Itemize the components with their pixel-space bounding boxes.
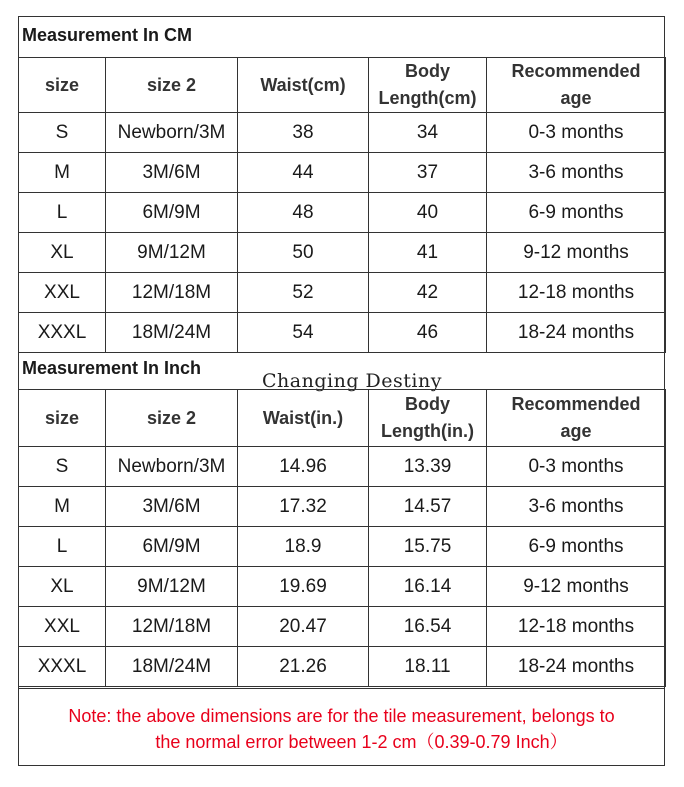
table-cell: M: [19, 153, 106, 193]
table-cell: 0-3 months: [487, 447, 666, 487]
column-header-line: age: [560, 421, 592, 441]
table-cell: 3-6 months: [487, 487, 666, 527]
inch-size-table: [18, 389, 666, 687]
table-cell: 50: [238, 233, 369, 273]
table-cell: 18.9: [238, 527, 369, 567]
table-cell: 34: [369, 113, 487, 153]
table-cell: 6M/9M: [106, 527, 238, 567]
table-cell: 18-24 months: [487, 313, 666, 353]
table-row: [19, 233, 666, 273]
table-cell: XL: [19, 567, 106, 607]
column-header: [369, 390, 487, 447]
table-cell: 44: [238, 153, 369, 193]
column-header-line: size: [44, 407, 80, 428]
table-cell: M: [19, 487, 106, 527]
table-cell: 48: [238, 193, 369, 233]
table-row: [19, 487, 666, 527]
table-cell: S: [19, 113, 106, 153]
table-cell: 21.26: [238, 647, 369, 687]
table-cell: Newborn/3M: [106, 113, 238, 153]
table-cell: 3-6 months: [487, 153, 666, 193]
column-header-line: Waist(cm): [260, 74, 346, 95]
table-cell: 18-24 months: [487, 647, 666, 687]
table-cell: 41: [369, 233, 487, 273]
table-row: [19, 647, 666, 687]
column-header-line: age: [560, 88, 592, 108]
table-cell: 12M/18M: [106, 273, 238, 313]
inch-section-title: Measurement In Inch: [22, 358, 202, 378]
cm-size-table: [18, 57, 666, 353]
table-cell: 52: [238, 273, 369, 313]
column-header-line: Length(in.): [381, 421, 474, 441]
column-header-line: Body: [405, 394, 450, 414]
column-header-line: Waist(in.): [262, 407, 344, 428]
table-cell: XXXL: [19, 647, 106, 687]
table-cell: 15.75: [369, 527, 487, 567]
note-line-2: the normal error between 1-2 cm（0.39-0.79 Inch）: [155, 732, 568, 752]
table-row: [19, 193, 666, 233]
table-cell: 38: [238, 113, 369, 153]
table-cell: 13.39: [369, 447, 487, 487]
inch-header-row: [19, 390, 666, 447]
table-cell: 12-18 months: [487, 273, 666, 313]
table-row: [19, 567, 666, 607]
column-header-line: Recommended: [511, 394, 641, 414]
column-header: [369, 58, 487, 113]
table-cell: 6M/9M: [106, 193, 238, 233]
table-cell: 9M/12M: [106, 233, 238, 273]
table-row: [19, 273, 666, 313]
table-row: [19, 153, 666, 193]
table-cell: 9-12 months: [487, 233, 666, 273]
column-header: [487, 390, 666, 447]
column-header-line: Body: [405, 61, 450, 81]
table-cell: 0-3 months: [487, 113, 666, 153]
table-cell: 6-9 months: [487, 527, 666, 567]
table-cell: L: [19, 193, 106, 233]
table-row: [19, 527, 666, 567]
table-cell: 12M/18M: [106, 607, 238, 647]
table-cell: XXL: [19, 607, 106, 647]
table-cell: 14.57: [369, 487, 487, 527]
table-row: [19, 113, 666, 153]
watermark-text: Changing Destiny: [262, 370, 442, 392]
column-header: [106, 390, 238, 447]
column-header: [19, 390, 106, 447]
column-header: [487, 58, 666, 113]
table-cell: 12-18 months: [487, 607, 666, 647]
measurement-note: [18, 688, 665, 766]
table-cell: XXXL: [19, 313, 106, 353]
table-cell: S: [19, 447, 106, 487]
column-header-line: size 2: [146, 407, 197, 428]
table-cell: 9-12 months: [487, 567, 666, 607]
table-cell: 6-9 months: [487, 193, 666, 233]
table-cell: 3M/6M: [106, 487, 238, 527]
table-cell: 16.54: [369, 607, 487, 647]
column-header: [106, 58, 238, 113]
table-cell: 17.32: [238, 487, 369, 527]
column-header: [238, 390, 369, 447]
column-header: [19, 58, 106, 113]
table-cell: XL: [19, 233, 106, 273]
table-cell: 42: [369, 273, 487, 313]
table-cell: 20.47: [238, 607, 369, 647]
column-header-line: Recommended: [511, 61, 641, 81]
table-cell: Newborn/3M: [106, 447, 238, 487]
cm-section-title: Measurement In CM: [22, 25, 193, 45]
table-row: [19, 607, 666, 647]
table-row: [19, 447, 666, 487]
table-cell: 54: [238, 313, 369, 353]
column-header-line: size: [44, 74, 80, 95]
note-line-1: Note: the above dimensions are for the tile measurement, belongs to: [68, 706, 615, 726]
table-cell: XXL: [19, 273, 106, 313]
cm-header-row: [19, 58, 666, 113]
table-cell: 9M/12M: [106, 567, 238, 607]
table-cell: 40: [369, 193, 487, 233]
table-cell: 18M/24M: [106, 313, 238, 353]
table-cell: L: [19, 527, 106, 567]
table-cell: 46: [369, 313, 487, 353]
table-cell: 37: [369, 153, 487, 193]
table-cell: 14.96: [238, 447, 369, 487]
table-row: [19, 313, 666, 353]
column-header-line: size 2: [146, 74, 197, 95]
column-header: [238, 58, 369, 113]
table-cell: 18.11: [369, 647, 487, 687]
table-cell: 18M/24M: [106, 647, 238, 687]
table-cell: 3M/6M: [106, 153, 238, 193]
table-cell: 19.69: [238, 567, 369, 607]
column-header-line: Length(cm): [378, 88, 477, 108]
table-cell: 16.14: [369, 567, 487, 607]
